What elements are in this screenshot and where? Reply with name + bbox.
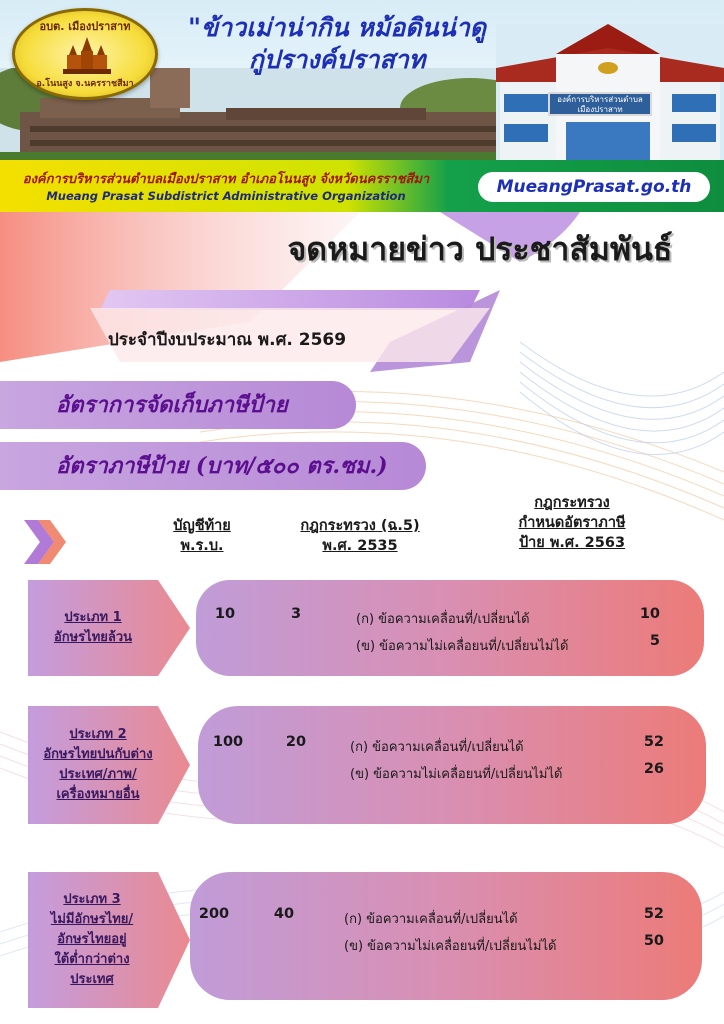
slogan-line-1: "ข้าวเม่าน่ากิน หม้อดินน่าดู	[188, 13, 486, 42]
column-header-ministerial-2563: กฎกระทรวง กำหนดอัตราภาษี ป้าย พ.ศ. 2563	[518, 495, 626, 551]
website-link[interactable]: MueangPrasat.go.th	[478, 172, 710, 202]
organization-name-thai: องค์การบริหารส่วนตำบลเมืองปราสาท อำเภอโนนสูง จังหวัดนครราชสีมา	[22, 172, 430, 187]
category-1-row-b-text: (ข) ข้อความไม่เคลื่อยนที่/เปลี่ยนไม่ได้	[356, 639, 569, 654]
section-title: อัตราการจัดเก็บภาษีป้าย	[0, 381, 356, 429]
column-header-ministerial-2535: กฎกระทรวง (ฉ.5) พ.ศ. 2535	[300, 518, 420, 554]
column-header-act: บัญชีท้าย พ.ร.บ.	[173, 518, 231, 554]
category-3-act-rate: 200	[198, 906, 230, 922]
logo-top-text: อบต. เมืองปราสาท	[39, 20, 131, 33]
category-1-label: ประเภท 1 อักษรไทยล้วน	[53, 610, 133, 645]
category-3-tag	[28, 872, 190, 1008]
category-1-tag	[28, 580, 190, 676]
category-1-row-a-text: (ก) ข้อความเคลื่อนที่/เปลี่ยนได้	[356, 612, 530, 627]
section-subtitle: อัตราภาษีป้าย (บาท/๕๐๐ ตร.ซม.)	[0, 442, 426, 490]
chevron-right-icon	[24, 520, 66, 564]
organization-logo	[12, 8, 158, 100]
category-3-label: ประเภท 3 ไม่มีอักษรไทย/ อักษรไทยอยู่ ใต้ต่ำกว่าต่าง ประเทศ	[50, 892, 134, 987]
category-2-row-a-rate: 52	[643, 734, 664, 750]
temple-icon	[61, 37, 113, 75]
category-3-row-b-rate: 50	[643, 933, 664, 949]
category-1-2535-rate: 3	[290, 606, 302, 622]
slogan-line-2: กู่ปรางค์ปราสาท	[248, 45, 426, 74]
category-2-tag	[28, 706, 190, 824]
fiscal-year-subtitle: ประจำปีงบประมาณ พ.ศ. 2569	[108, 330, 347, 350]
category-2-row-a-text: (ก) ข้อความเคลื่อนที่/เปลี่ยนได้	[350, 740, 524, 755]
organization-name-english: Mueang Prasat Subdistrict Administrative Organization	[46, 189, 406, 203]
category-1-row-b-rate: 5	[649, 633, 660, 649]
category-3-row-b-text: (ข) ข้อความไม่เคลื่อยนที่/เปลี่ยนไม่ได้	[344, 939, 557, 954]
organization-strip	[0, 160, 724, 212]
category-2-row-b-rate: 26	[643, 761, 664, 777]
slogan	[172, 12, 502, 76]
category-3-row-a-rate: 52	[643, 906, 664, 922]
category-3-row-a-text: (ก) ข้อความเคลื่อนที่/เปลี่ยนได้	[344, 912, 518, 927]
category-2-act-rate: 100	[212, 734, 244, 750]
category-2-row-b-text: (ข) ข้อความไม่เคลื่อยนที่/เปลี่ยนไม่ได้	[350, 767, 563, 782]
category-1-row-a-rate: 10	[639, 606, 660, 622]
category-3-2535-rate: 40	[273, 906, 295, 922]
category-1-act-rate: 10	[214, 606, 236, 622]
logo-bottom-text: อ.โนนสูง จ.นครราชสีมา	[36, 79, 134, 89]
category-2-2535-rate: 20	[285, 734, 307, 750]
header-banner	[0, 0, 724, 160]
page-title: จดหมายข่าว ประชาสัมพันธ์	[287, 230, 673, 268]
building-sign: องค์การบริหารส่วนตำบล เมืองปราสาท	[548, 92, 652, 116]
category-2-label: ประเภท 2 อักษรไทยปนกับต่าง ประเทศ/ภาพ/ เครื่องหมายอื่น	[43, 727, 153, 802]
